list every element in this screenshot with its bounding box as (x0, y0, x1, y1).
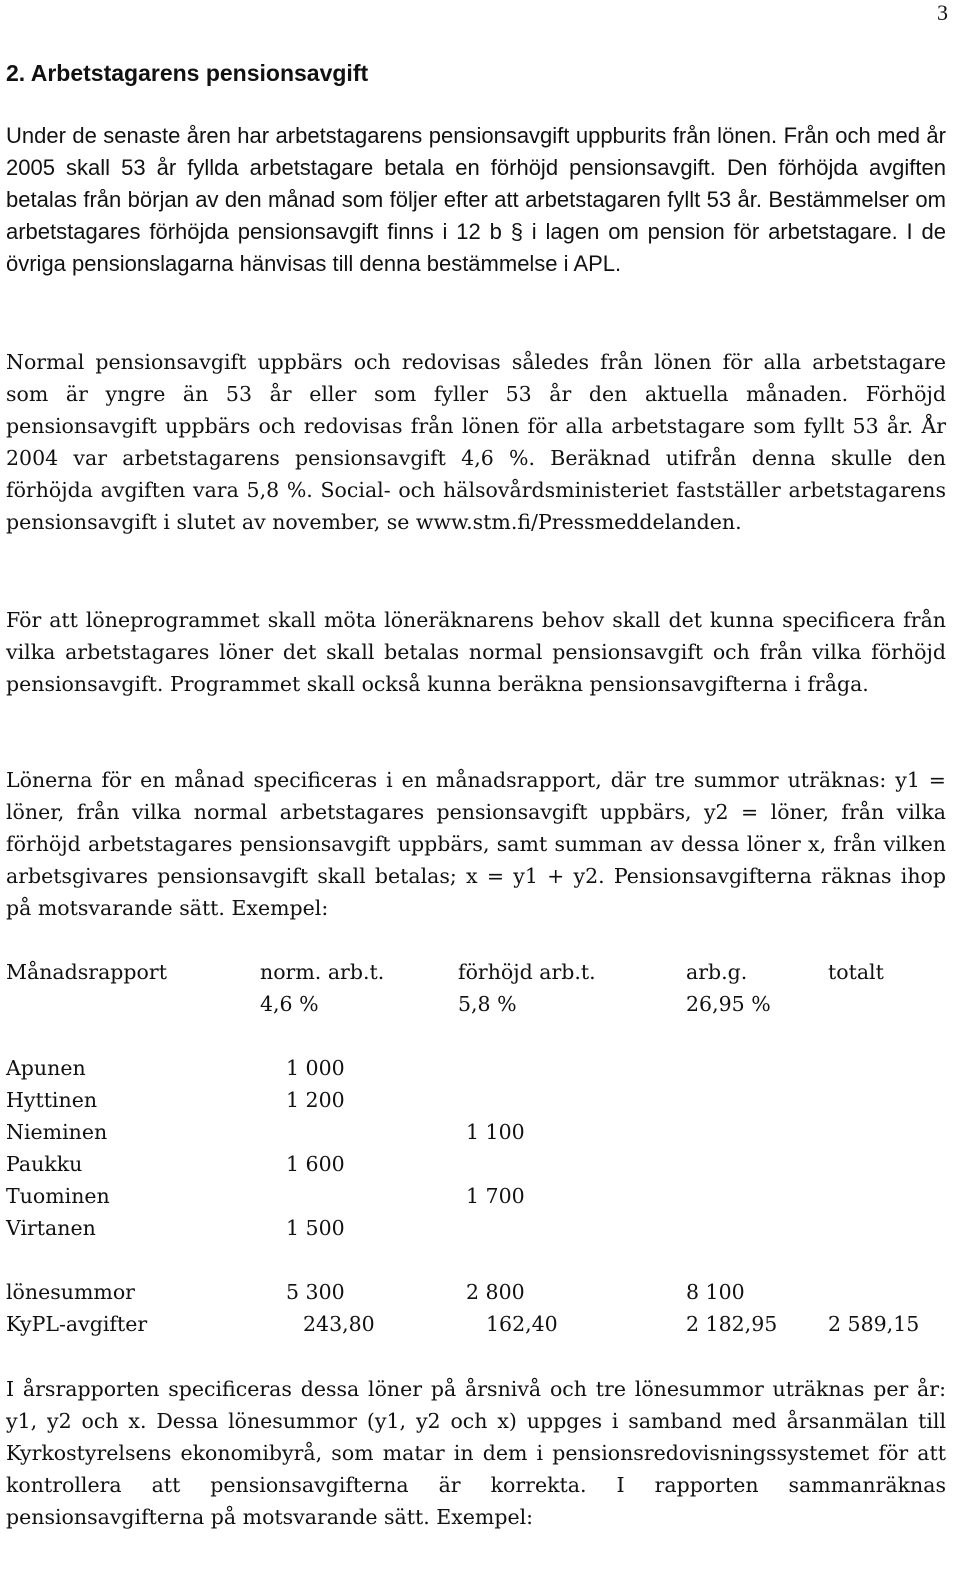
employee-name: Tuominen (6, 1184, 110, 1208)
header-cell: norm. arb.t. (260, 960, 385, 984)
sum-label: lönesummor (6, 1280, 135, 1304)
forhojd-salary: 1 100 (466, 1120, 525, 1144)
norm-salary: 1 000 (286, 1056, 345, 1080)
sum-arbg: 8 100 (686, 1280, 745, 1304)
fee-totalt: 2 589,15 (828, 1312, 920, 1336)
norm-salary: 1 600 (286, 1152, 345, 1176)
table-sum-row (6, 1276, 946, 1308)
employee-name: Virtanen (6, 1216, 96, 1240)
fee-norm: 243,80 (303, 1312, 375, 1336)
header-cell: totalt (828, 960, 884, 984)
forhojd-salary: 1 700 (466, 1184, 525, 1208)
fee-arbg: 2 182,95 (686, 1312, 778, 1336)
rate-cell: 26,95 % (686, 992, 771, 1016)
sum-norm: 5 300 (286, 1280, 345, 1304)
fee-forhojd: 162,40 (486, 1312, 558, 1336)
employee-name: Hyttinen (6, 1088, 98, 1112)
employee-name: Paukku (6, 1152, 83, 1176)
rate-cell: 5,8 % (458, 992, 517, 1016)
norm-salary: 1 200 (286, 1088, 345, 1112)
sum-forhojd: 2 800 (466, 1280, 525, 1304)
table-row (6, 1148, 946, 1180)
table-rates-row (6, 988, 946, 1020)
paragraph-normal-fee: Normal pensionsavgift uppbärs och redovisas således från lönen för alla arbetstagare som är yngre än 53 år eller som fyller 53 år den aktuella månaden. Förhöjd pensionsavgift uppbärs och redovisas från lönen för alla arbetstagare som fyllt 53 år. År 2004 var arbetstagarens pensionsavgift 4,6 %. Beräknad utifrån denna skulle den förhöjda avgiften vara 5,8 %. Social- och hälsovårdsministeriet fastställer arbetstagarens pensionsavgift i slutet av november, se www.stm.fi/Pressmeddelanden. (6, 350, 946, 534)
table-spacer (6, 1020, 946, 1052)
paragraph-intro: Under de senaste åren har arbetstagarens pensionsavgift uppburits från lönen. Från och med år 2005 skall 53 år fyllda arbetstagare betala en förhöjd pensionsavgift. Den förhöjda avgiften betalas från början av den månad som följer efter att arbetstagaren fyllt 53 år. Bestämmelser om arbetstagares förhöjda pensionsavgift finns i 12 b § i lagen om pension för arbetstagare. I de övriga pensionslagarna hänvisas till denna bestämmelse i APL. (6, 123, 946, 276)
monthly-report-table (6, 956, 946, 1340)
rate-cell: 4,6 % (260, 992, 319, 1016)
table-row (6, 1180, 946, 1212)
paragraph-annual-report: I årsrapporten specificeras dessa löner på årsnivå och tre lönesummor uträknas per år: y1, y2 och x. Dessa lönesummor (y1, y2 och x) uppges i samband med årsanmälan till Kyrkostyrelsens ekonomibyrå, som matar in dem i pensionsredovisningssystemet för att kontrollera att pensionsavgifterna är korrekta. I rapporten sammanräknas pensionsavgifterna på motsvarande sätt. Exempel: (6, 1377, 946, 1529)
table-fee-row (6, 1308, 946, 1340)
header-cell: arb.g. (686, 960, 748, 984)
table-row (6, 1084, 946, 1116)
header-cell: Månadsrapport (6, 960, 167, 984)
fee-label: KyPL-avgifter (6, 1312, 148, 1336)
paragraph-monthly-report: Lönerna för en månad specificeras i en månadsrapport, där tre summor uträknas: y1 = löner, från vilka normal arbetstagares pensionsavgift uppbärs, y2 = löner, från vilka förhöjd arbetstagares pensionsavgift uppbärs, samt summan av dessa löner x, från vilken arbetsgivares pensionsavgift skall betalas; x = y1 + y2. Pensionsavgifterna räknas ihop på motsvarande sätt. Exempel: (6, 768, 946, 920)
table-header-row (6, 956, 946, 988)
page-number: 3 (937, 0, 948, 25)
table-spacer (6, 1244, 946, 1276)
table-row (6, 1116, 946, 1148)
table-row (6, 1052, 946, 1084)
table-row (6, 1212, 946, 1244)
employee-name: Nieminen (6, 1120, 108, 1144)
paragraph-payroll-program: För att löneprogrammet skall möta löneräknarens behov skall det kunna specificera från vilka arbetstagares löner det skall betalas normal pensionsavgift och från vilka förhöjd pensionsavgift. Programmet skall också kunna beräkna pensionsavgifterna i fråga. (6, 608, 946, 696)
section-heading: 2. Arbetstagarens pensionsavgift (6, 60, 369, 86)
norm-salary: 1 500 (286, 1216, 345, 1240)
employee-name: Apunen (6, 1056, 86, 1080)
header-cell: förhöjd arb.t. (458, 960, 596, 984)
